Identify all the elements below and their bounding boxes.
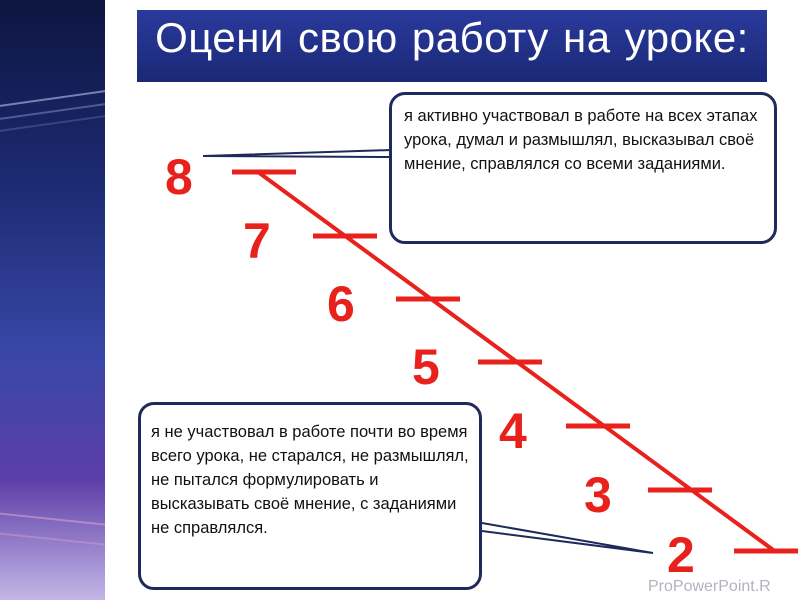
bottom-callout-pointer	[482, 523, 653, 553]
bottom-callout-text: я не участвовал в работе почти во время всего урока, не старался, не размышлял, не пытался формулировать и высказывать своё мнение, с заданиями не справлялся.	[151, 423, 469, 537]
level-8-label: 8	[165, 149, 193, 205]
level-7-label: 7	[243, 213, 271, 269]
slide-title: Оцени свою работу на уроке:	[155, 14, 749, 61]
level-6-label: 6	[327, 276, 355, 332]
top-callout-pointer	[203, 150, 391, 157]
bottom-callout	[138, 402, 482, 590]
watermark: ProPowerPoint.R	[648, 578, 771, 595]
top-callout-text: я активно участвовал в работе на всех этапах урока, думал и размышлял, высказывал своё мнение, справлялся со всеми заданиями.	[404, 107, 758, 173]
level-3-label: 3	[584, 467, 612, 523]
level-5-label: 5	[412, 339, 440, 395]
top-callout	[389, 92, 777, 244]
level-4-label: 4	[499, 403, 527, 459]
level-2-label: 2	[667, 527, 695, 583]
